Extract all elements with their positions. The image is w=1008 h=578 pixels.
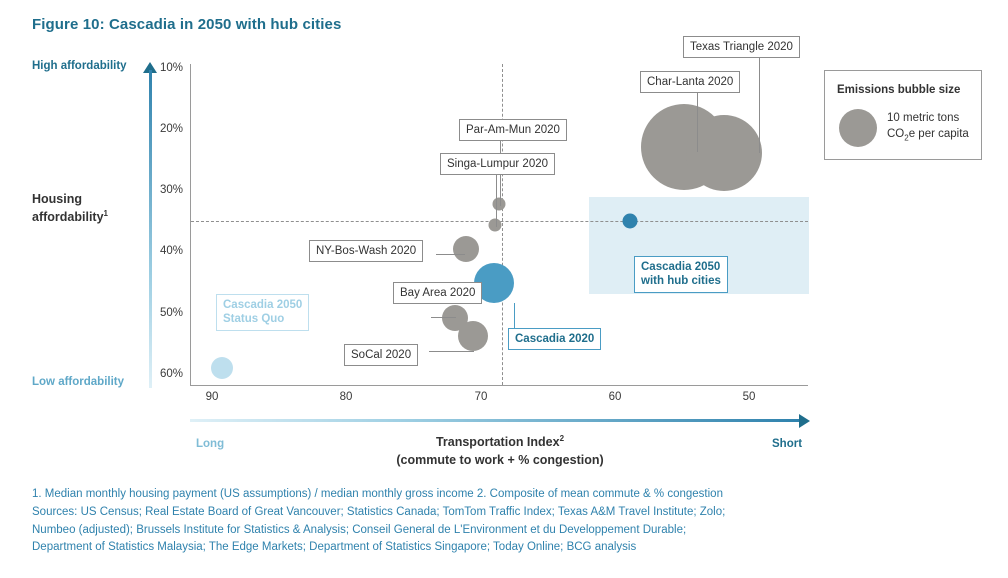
footnote-line-3: Numbeo (adjusted); Brussels Institute for Statistics & Analysis; Conseil General de L'Environment et du Developpement Durable; [32, 523, 687, 536]
legend-unit-suffix: e per capita [908, 127, 969, 140]
legend [824, 70, 982, 160]
bubble-singa-lumpur-2020[interactable] [489, 219, 502, 232]
callout-singa-lumpur-2020[interactable]: Singa-Lumpur 2020 [440, 153, 555, 175]
arrow-right-icon [799, 414, 810, 428]
callout-cascadia-2020[interactable]: Cascadia 2020 [508, 328, 601, 350]
y-tick-40: 40% [159, 245, 183, 257]
x-tick-70: 70 [474, 391, 488, 403]
x-tick-60: 60 [608, 391, 622, 403]
transportation-axis-arrow [190, 414, 810, 428]
x-axis-title-line1: Transportation Index [435, 435, 560, 450]
footnotes [32, 486, 972, 557]
long-commute-label: Long [196, 438, 225, 450]
bubble-cascadia-2050-status-quo[interactable] [211, 357, 233, 379]
y-tick-60: 60% [159, 368, 183, 380]
axis-shaft [149, 70, 152, 388]
callout-bay-area-2020[interactable]: Bay Area 2020 [393, 282, 482, 304]
x-tick-50: 50 [742, 391, 756, 403]
callout-socal-2020[interactable]: SoCal 2020 [344, 344, 418, 366]
callout-cascadia-2050-status-quo[interactable] [216, 294, 309, 331]
page-title: Figure 10: Cascadia in 2050 with hub cities [32, 16, 342, 33]
bubble-cascadia-2050-with-hub-cities[interactable] [623, 214, 638, 229]
plot-inner [159, 62, 808, 403]
footnote-line-2: Sources: US Census; Real Estate Board of Great Vancouver; Statistics Canada; TomTom Traffic Index; Texas A&M Travel Institute; Zolo; [32, 505, 726, 518]
legend-value: 10 metric tons [887, 112, 960, 124]
callout-cascadia-2050-with-hub-cities[interactable] [634, 256, 728, 293]
x-tick-80: 80 [339, 391, 353, 403]
y-axis-title-line2: affordability [32, 210, 104, 225]
y-tick-20: 20% [159, 123, 183, 135]
x-axis-title-footnote-marker: 2 [559, 434, 565, 443]
bubble-par-am-mun-2020[interactable] [493, 198, 506, 211]
y-tick-10: 10% [159, 62, 183, 74]
callout-par-am-mun-2020[interactable]: Par-Am-Mun 2020 [459, 119, 567, 141]
footnote-line-4: Department of Statistics Malaysia; The Edge Markets; Department of Statistics Singapore; Today Online; BCG analysis [32, 541, 637, 554]
callout-cascadia-hub-line2: with hub cities [641, 275, 721, 288]
affordability-axis-arrow [143, 62, 157, 388]
x-axis-title [330, 433, 670, 469]
bubble-socal-2020[interactable] [458, 321, 488, 351]
y-tick-50: 50% [159, 307, 183, 319]
legend-unit-prefix: CO [887, 127, 905, 140]
y-axis-title [32, 190, 142, 226]
low-affordability-label: Low affordability [32, 376, 124, 388]
y-axis-title-footnote-marker: 1 [103, 209, 108, 219]
callout-char-lanta-2020[interactable]: Char-Lanta 2020 [640, 71, 740, 93]
x-axis-title-line2: (commute to work + % congestion) [396, 453, 604, 468]
reference-line-vertical [502, 64, 503, 385]
footnote-line-1: 1. Median monthly housing payment (US assumptions) / median monthly gross income 2. Composite of mean commute & % congestion [32, 488, 723, 500]
callout-cascadia-sq-line2: Status Quo [223, 313, 285, 326]
legend-value-text [887, 111, 979, 144]
legend-title: Emissions bubble size [837, 84, 961, 96]
y-tick-30: 30% [159, 184, 183, 196]
leader-bay-area [431, 317, 456, 318]
callout-ny-bos-wash-2020[interactable]: NY-Bos-Wash 2020 [309, 240, 423, 262]
callout-cascadia-sq-line1: Cascadia 2050 [223, 299, 303, 311]
scatter-plot [159, 62, 808, 403]
leader-ny-bos-wash [436, 254, 465, 255]
high-affordability-label: High affordability [32, 60, 127, 72]
legend-unit-sub: 2 [904, 132, 909, 142]
leader-socal [429, 351, 474, 352]
callout-cascadia-hub-line1: Cascadia 2050 [641, 261, 721, 273]
leader-texas-triangle [759, 47, 760, 153]
short-commute-label: Short [772, 438, 803, 450]
x-axis-shaft [190, 419, 800, 422]
callout-texas-triangle-2020[interactable]: Texas Triangle 2020 [683, 36, 800, 58]
x-tick-90: 90 [205, 391, 219, 403]
y-axis-title-line1: Housing [32, 192, 82, 206]
legend-bubble-icon [839, 109, 877, 147]
leader-singa-lumpur [496, 174, 497, 227]
bubble-ny-bos-wash-2020[interactable] [453, 236, 479, 262]
